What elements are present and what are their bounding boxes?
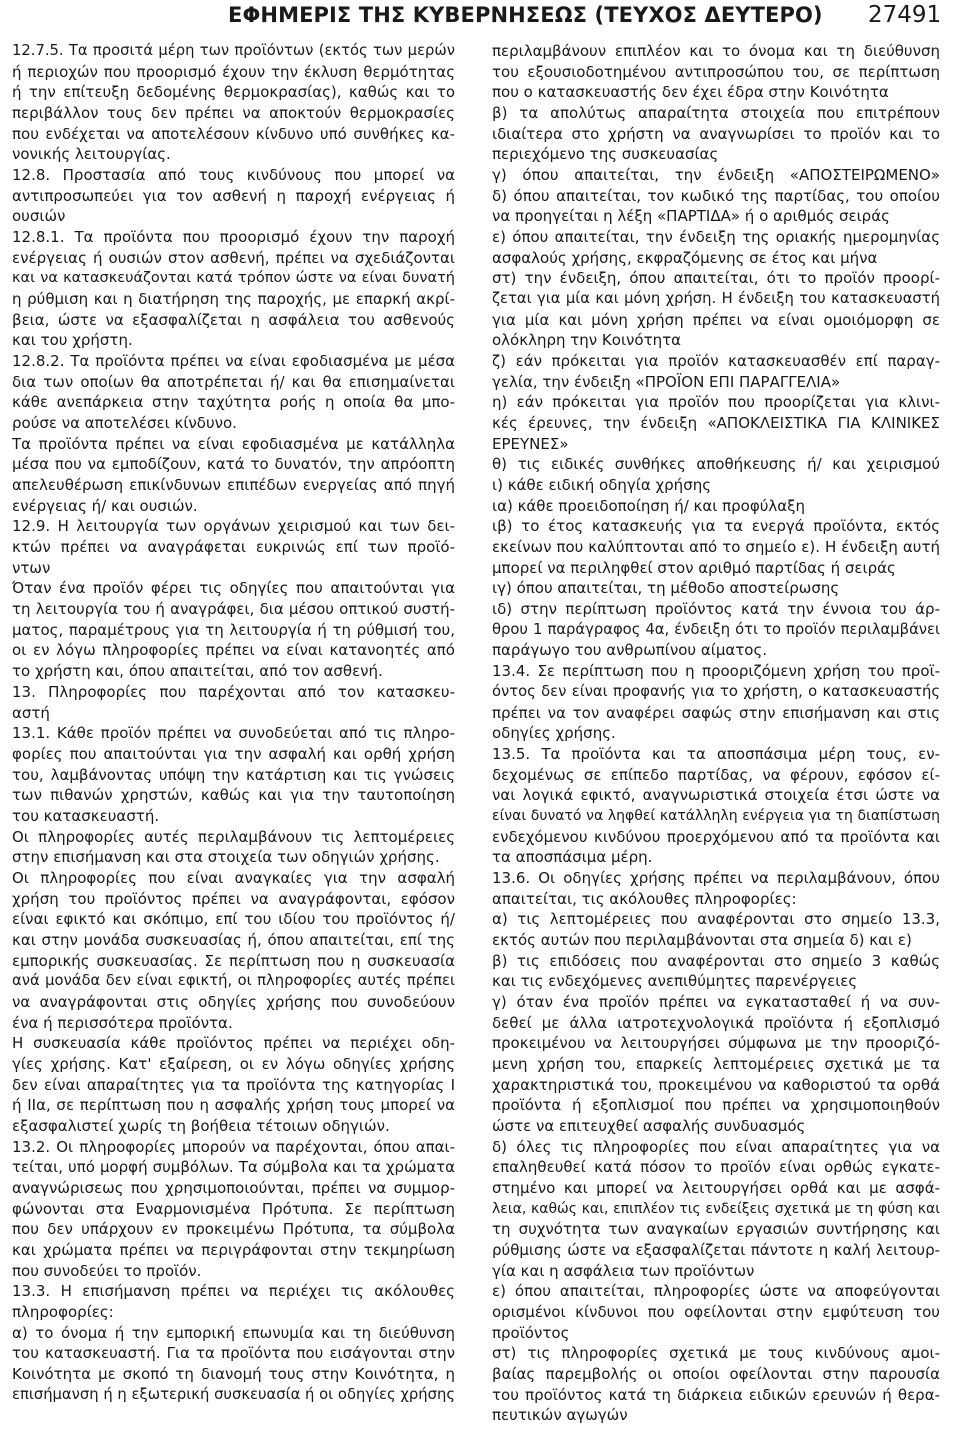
text-line: ντων [12, 558, 51, 577]
text-line: περιλαμβάνουν επιπλέον και το όνομα και τη διεύθυνση [492, 42, 940, 60]
text-line: δεθεί με άλλα ιατροτεχνολογικά προϊόντα ή εξοπλισμό [492, 1013, 940, 1032]
text-line: α) το όνομα ή την εμπορική επωνυμία και τη διεύθυνση [12, 1323, 455, 1342]
text-line: δ) όπου απαιτείται, τον κωδικό της παρτίδας, του οποίου [492, 186, 940, 205]
text-line: ασφαλούς χρήσης, εκφραζόμενης σε έτος και μήνα [492, 248, 878, 267]
text-line: ιγ) όπου απαιτείται, τη μέθοδο αποστείρωσης [492, 579, 840, 598]
text-line: ιδ) στην περίπτωση προϊόντος κατά την έννοια του άρ- [492, 600, 940, 619]
text-line: και στην μονάδα συσκευασίας ή, όπου απαιτείται, επί της [12, 930, 455, 949]
text-line: βεια, ώστε να εξασφαλίζεται η ασφάλεια του ασθενούς [12, 310, 455, 329]
text-line: είναι εφικτό και σκόπιμο, επί του ιδίου του προϊόντος ή/ [12, 910, 455, 929]
text-line: στημένο και μπορεί να λειτουργήσει ορθά και με ασφά- [492, 1178, 940, 1197]
text-line: εξασφαλιστεί χωρίς τη βοήθεια τέτοιων οδηγιών. [12, 1116, 390, 1135]
text-line: εκείνων που καλύπτονται από το σημείο ε). Η ένδειξη αυτή [492, 538, 940, 557]
text-line: τείται, υπό μορφή συμβόλων. Τα σύμβολα και τα χρώματα [12, 1158, 455, 1177]
text-line: δεν είναι απαραίτητες για τα προϊόντα της κατηγορίας Ι [12, 1075, 455, 1094]
text-line: αντιπροσωπεύει για τον ασθενή η παροχή ενέργειας ή [12, 186, 455, 205]
text-line: και χρώματα πρέπει να περιγράφονται στην τεκμηρίωση [12, 1240, 455, 1259]
text-line: ναι λογικά εφικτό, αναγνωριστικά στοιχεία έτσι ώστε να [492, 786, 940, 805]
text-line: 13.6. Οι οδηγίες χρήσης πρέπει να περιλαμβάνουν, όπου [492, 868, 940, 887]
text-line: περιεχόμενο της συσκευασίας [492, 145, 719, 164]
text-line: 12.8.2. Τα προϊόντα πρέπει να είναι εφοδιασμένα με μέσα [12, 352, 455, 371]
text-line: θ) τις ειδικές συνθήκες αποθήκευσης ή/ και χειρισμού [492, 455, 940, 474]
text-line: πληροφορίες: [12, 1302, 114, 1321]
text-line: κτών πρέπει να αναγράφεται ευκρινώς επί των προϊό- [12, 538, 455, 557]
text-line: ι) κάθε ειδική οδηγία χρήσης [492, 476, 712, 495]
text-line: βαίας παρεμβολής οι οποίοι οφείλονται στην παρουσία [492, 1365, 940, 1383]
text-line: πευτικών αγωγών [492, 1406, 628, 1425]
text-line: νονικής λειτουργίας. [12, 145, 171, 164]
text-line: αναγνώρισεως που χρησιμοποιούνται, πρέπει να συμμορ- [12, 1178, 455, 1197]
text-line: θρου 1 παράγραφος 4α, ένδειξη ότι το προϊόν περιλαμβάνει [492, 620, 940, 638]
text-line: Τα προϊόντα πρέπει να είναι εφοδιασμένα με κατάλληλα [12, 434, 455, 453]
text-line: του εξουσιοδοτημένου αντιπροσώπου του, σε περίπτωση [492, 62, 940, 81]
text-line: μέσα που να εμποδίζουν, κατά το δυνατόν, την απρόοπτη [12, 455, 455, 474]
text-line: χαρακτηριστικά του, προκειμένου να καθοριστού τα ορθά [492, 1075, 940, 1094]
page-number: 27491 [868, 2, 942, 28]
text-line: 13.3. Η επισήμανση πρέπει να περιέχει τις ακόλουθες [12, 1282, 455, 1301]
text-line: Οι πληροφορίες αυτές περιλαμβάνουν τις λεπτομέρειες [12, 827, 455, 846]
text-line: 12.9. Η λειτουργία των οργάνων χειρισμού και των δει- [12, 517, 455, 536]
text-line: του προϊόντος κατά τη διάρκεια ειδικών ερευνών ή θερα- [492, 1385, 940, 1404]
text-line: ολόκληρη την Κοινότητα [492, 331, 682, 350]
text-line: το χρήστη και, όπου απαιτείται, από τον ασθενή. [12, 662, 383, 681]
text-line: προϊόντος [492, 1323, 570, 1342]
text-line: και τις ενδεχόμενες ανεπιθύμητες παρενέργειες [492, 972, 858, 991]
text-line: κάθε ανεπάρκεια στην ταχύτητα ροής η οποία θα μπο- [12, 393, 455, 412]
text-line: απελευθέρωση επικίνδυνων επιπέδων ενεργείας από πηγή [12, 476, 455, 495]
text-line: φορίες που απαιτούνται για την ασφαλή και ορθή χρήση [12, 744, 455, 763]
text-line: περιβάλλον τους δεν πρέπει να αποκτούν θερμοκρασίες [12, 104, 455, 123]
text-line: γελία, την ένδειξη «ΠΡΟΪΟΝ ΕΠΙ ΠΑΡΑΓΓΕΛΙΑ» [492, 372, 841, 391]
page-header [0, 0, 960, 38]
text-line: για μία και μόνη χρήση πρέπει να είναι ομοιόμορφη σε [492, 310, 940, 329]
text-line: 13.1. Κάθε προϊόν πρέπει να συνοδεύεται από τις πληρο- [12, 724, 455, 743]
text-line: ορισμένοι κίνδυνοι που οφείλονται στην εμφύτευση του [492, 1302, 940, 1321]
text-line: λεια, καθώς και, επιπλέον τις ενδείξεις σχετικά με τη φύση και [492, 1200, 940, 1217]
text-line: των πιθανών χρηστών, καθώς και για την ταυτοποίηση [12, 786, 455, 805]
text-line: 12.8. Προστασία από τους κινδύνους που μπορεί να [12, 166, 455, 185]
text-line: τα αποσπάσιμα μέρη. [492, 848, 653, 867]
text-line: προκειμένου να λειτουργήσει σύμφωνα με την προοριζό- [492, 1034, 940, 1053]
text-line: 13. Πληροφορίες που παρέχονται από τον κατασκευ- [12, 682, 455, 701]
text-line: του κατασκευαστή. [12, 806, 160, 825]
text-line: 12.7.5. Τα προσιτά μέρη των προϊόντων (εκτός των μερών [12, 42, 455, 59]
text-line: του κατασκευαστή. Για τα προϊόντα που εισάγονται στην [12, 1344, 455, 1363]
text-line: τη λειτουργία του ή αναγράφει, δια μέσου οπτικού συστή- [12, 600, 455, 619]
text-line: μπορεί να περιληφθεί στον αριθμό παρτίδας ή σειράς [492, 558, 896, 577]
text-line: τη συχνότητα των αναγκαίων εργασιών συντήρησης και [492, 1220, 940, 1239]
text-line: που ο κατασκευαστής δεν έχει έδρα στην Κοινότητα [492, 83, 889, 102]
text-line: είναι δυνατό να ληφθεί κατάλληλη ενέργεια για τη διαπίστωση [492, 807, 940, 824]
text-line: δ) όλες τις πληροφορίες που είναι απαραίτητες για να [492, 1137, 940, 1156]
text-line: ρούσε να αποτελέσει κίνδυνο. [12, 414, 237, 433]
text-line: παράγωγο του ανθρωπίνου αίματος. [492, 641, 768, 660]
text-line: ζεται για μία και μόνη χρήση. Η ένδειξη του κατασκευαστή [492, 290, 940, 308]
text-line: 13.4. Σε περίπτωση που η προοριζόμενη χρήση του προϊ- [492, 662, 940, 681]
text-line: ιβ) το έτος κατασκευής για τα ενεργά προϊόντα, εκτός [492, 517, 940, 536]
text-line: πρέπει να τον αναφέρει σαφώς στην επισήμανση και στις [492, 703, 940, 722]
text-line: ε) όπου απαιτείται, πληροφορίες ώστε να αποφεύγονται [492, 1282, 940, 1301]
text-line: ουσιών [12, 207, 66, 226]
text-line: οι εν λόγω πληροφορίες πρέπει να είναι κατανοητές από [12, 641, 455, 660]
text-line: ή περιοχών που προορισμό έχουν την έκλυση θερμότητας [12, 62, 455, 81]
text-line: γ) όταν ένα προϊόν πρέπει να εγκατασταθεί ή να συν- [492, 992, 940, 1011]
text-line: κές έρευνες, την ένδειξη «ΑΠΟΚΛΕΙΣΤΙΚΑ ΓΙΑ ΚΛΙΝΙΚΕΣ [492, 414, 940, 433]
text-line: Η συσκευασία κάθε προϊόντος πρέπει να περιέχει οδη- [12, 1034, 455, 1053]
text-line: και να κατασκευάζονται κατά τρόπον ώστε να είναι δυνατή [12, 270, 455, 287]
text-line: επισήμανση ή η εξωτερική συσκευασία ή οι οδηγίες χρήσης [12, 1385, 455, 1403]
left-column [12, 41, 455, 1405]
text-line: Οι πληροφορίες που είναι αναγκαίες για την ασφαλή [12, 868, 455, 887]
text-line: όντος δεν είναι προφανής για το χρήστη, ο κατασκευαστής [492, 682, 940, 700]
text-line: γ) όπου απαιτείται, την ένδειξη «ΑΠΟΣΤΕΙΡΩΜΕΝΟ» [492, 166, 940, 185]
text-line: γίες χρήσης. Κατ' εξαίρεση, οι εν λόγω οδηγίες χρήσης [12, 1054, 455, 1073]
text-line: φώνονται στα Εναρμονισμένα Πρότυπα. Σε περίπτωση [12, 1199, 455, 1218]
text-line: προϊόντα ή εξοπλισμοί που πρέπει να χρησιμοποιηθούν [492, 1096, 940, 1115]
text-line: αστή [12, 703, 50, 722]
text-line: ένα ή περισσότερα προϊόντα. [12, 1013, 233, 1032]
text-line: ενδεχόμενου κινδύνου προερχόμενου από τα προϊόντα και [492, 827, 940, 846]
text-line: οδηγίες χρήσης. [492, 724, 616, 743]
text-line: δεχομένως σε επίπεδο παρτίδας, να φέρουν, εφόσον εί- [492, 765, 940, 784]
text-line: ματος, παραμέτρους για τη λειτουργία ή τη ρύθμισή του, [12, 620, 455, 639]
text-line: χρήση του προϊόντος πρέπει να αναγράφονται, εφόσον [12, 889, 455, 908]
text-line: ενέργειας ή/ και ουσιών. [12, 496, 198, 515]
text-line: ιδιαίτερα στο χρήστη να αναγνωρίσει το προϊόν και το [492, 124, 940, 143]
text-line: στην επισήμανση και στα στοιχεία των οδηγιών χρήσης. [12, 848, 440, 867]
text-line: 12.8.1. Τα προϊόντα που προορισμό έχουν την παροχή [12, 228, 455, 247]
text-line: β) τα απολύτως απαραίτητα στοιχεία που επιτρέπουν [492, 104, 940, 123]
text-line: που συνοδεύει το προϊόν. [12, 1261, 202, 1280]
text-line: να αναγράφονται στις οδηγίες χρήσης που συνοδεύουν [12, 992, 455, 1011]
text-line: του, λαμβάνοντας υπόψη την κατάρτιση και τις γνώσεις [12, 765, 455, 784]
text-line: ενέργειας ή ουσιών στον ασθενή, πρέπει να σχεδιάζονται [12, 248, 455, 267]
text-line: απαιτείται, τις ακόλουθες πληροφορίες: [492, 889, 797, 908]
text-line: στ) τις πληροφορίες σχετικά με τους κινδύνους αμοι- [492, 1344, 940, 1363]
text-line: ζ) εάν πρόκειται για προϊόν κατασκευασθέν επί παραγ- [492, 352, 940, 371]
text-line: α) τις λεπτομέρειες που αναφέρονται στο σημείο 13.3, [492, 910, 940, 929]
text-line: και του χρήστη. [12, 331, 133, 350]
text-line: μενη χρήση του, επαρκείς λεπτομέρειες σχετικά με τα [492, 1054, 940, 1073]
text-line: ε) όπου απαιτείται, την ένδειξη της οριακής ημερομηνίας [492, 228, 940, 247]
text-line: εκτός αυτών που περιλαμβάνονται στα σημεία δ) και ε) [492, 930, 912, 949]
text-line: να προηγείται η λέξη «ΠΑΡΤΙΔΑ» ή ο αριθμός σειράς [492, 207, 890, 226]
text-line: ΕΡΕΥΝΕΣ» [492, 434, 569, 453]
text-line: 13.2. Οι πληροφορίες μπορούν να παρέχονται, όπου απαι- [12, 1137, 455, 1156]
text-line: επαληθευθεί κατά πόσον το προϊόν είναι ορθώς εγκατε- [492, 1158, 940, 1177]
text-line: 13.5. Τα προϊόντα και τα αποσπάσιμα μέρη τους, εν- [492, 744, 940, 763]
text-line: ρύθμισης ώστε να εξασφαλίζεται πάντοτε η καλή λειτουρ- [492, 1240, 940, 1259]
right-column [492, 41, 940, 1426]
text-line: που δεν υπάρχουν εν προκειμένω Πρότυπα, τα σύμβολα [12, 1220, 455, 1239]
text-line: η ρύθμιση και η διατήρηση της παροχής, με επαρκή ακρί- [12, 290, 455, 309]
text-line: που ενδέχεται να αποτελέσουν κίνδυνο υπό συνθήκες κα- [12, 124, 455, 143]
text-line: η) εάν πρόκειται για προϊόν που προορίζεται για κλινι- [492, 393, 940, 412]
text-line: δια των οποίων θα αποτρέπεται ή/ και θα επισημαίνεται [12, 372, 455, 391]
text-line: γία και η ασφάλεια των προϊόντων [492, 1261, 755, 1280]
text-line: ανά μονάδα δεν είναι εφικτή, οι πληροφορίες αυτές πρέπει [12, 972, 455, 990]
text-line: εμπορικής συσκευασίας. Σε περίπτωση που η συσκευασία [12, 951, 455, 970]
text-line: β) τις επιδόσεις που αναφέρονται στο σημείο 3 καθώς [492, 951, 940, 970]
journal-title: ΕΦΗΜΕΡΙΣ ΤΗΣ ΚΥΒΕΡΝΗΣΕΩΣ (ΤΕΥΧΟΣ ΔΕΥΤΕΡΟ) [228, 3, 823, 27]
text-line: ή ΙΙα, σε περίπτωση που η ασφαλής χρήση τους μπορεί να [12, 1096, 455, 1115]
text-line: Όταν ένα προϊόν φέρει τις οδηγίες που απαιτούνται για [12, 579, 455, 598]
text-line: ή την επίτευξη δεδομένης θερμοκρασίας), καθώς και το [12, 83, 455, 102]
text-line: στ) την ένδειξη, όπου απαιτείται, ότι το προϊόν προορί- [492, 269, 940, 288]
text-line: ώστε να επιτευχθεί ασφαλής συνδυασμός [492, 1116, 806, 1135]
text-line: Κοινότητα με σκοπό τη διανομή τους στην Κοινότητα, η [12, 1365, 455, 1383]
text-line: ια) κάθε προειδοποίηση ή/ και προφύλαξη [492, 496, 806, 515]
